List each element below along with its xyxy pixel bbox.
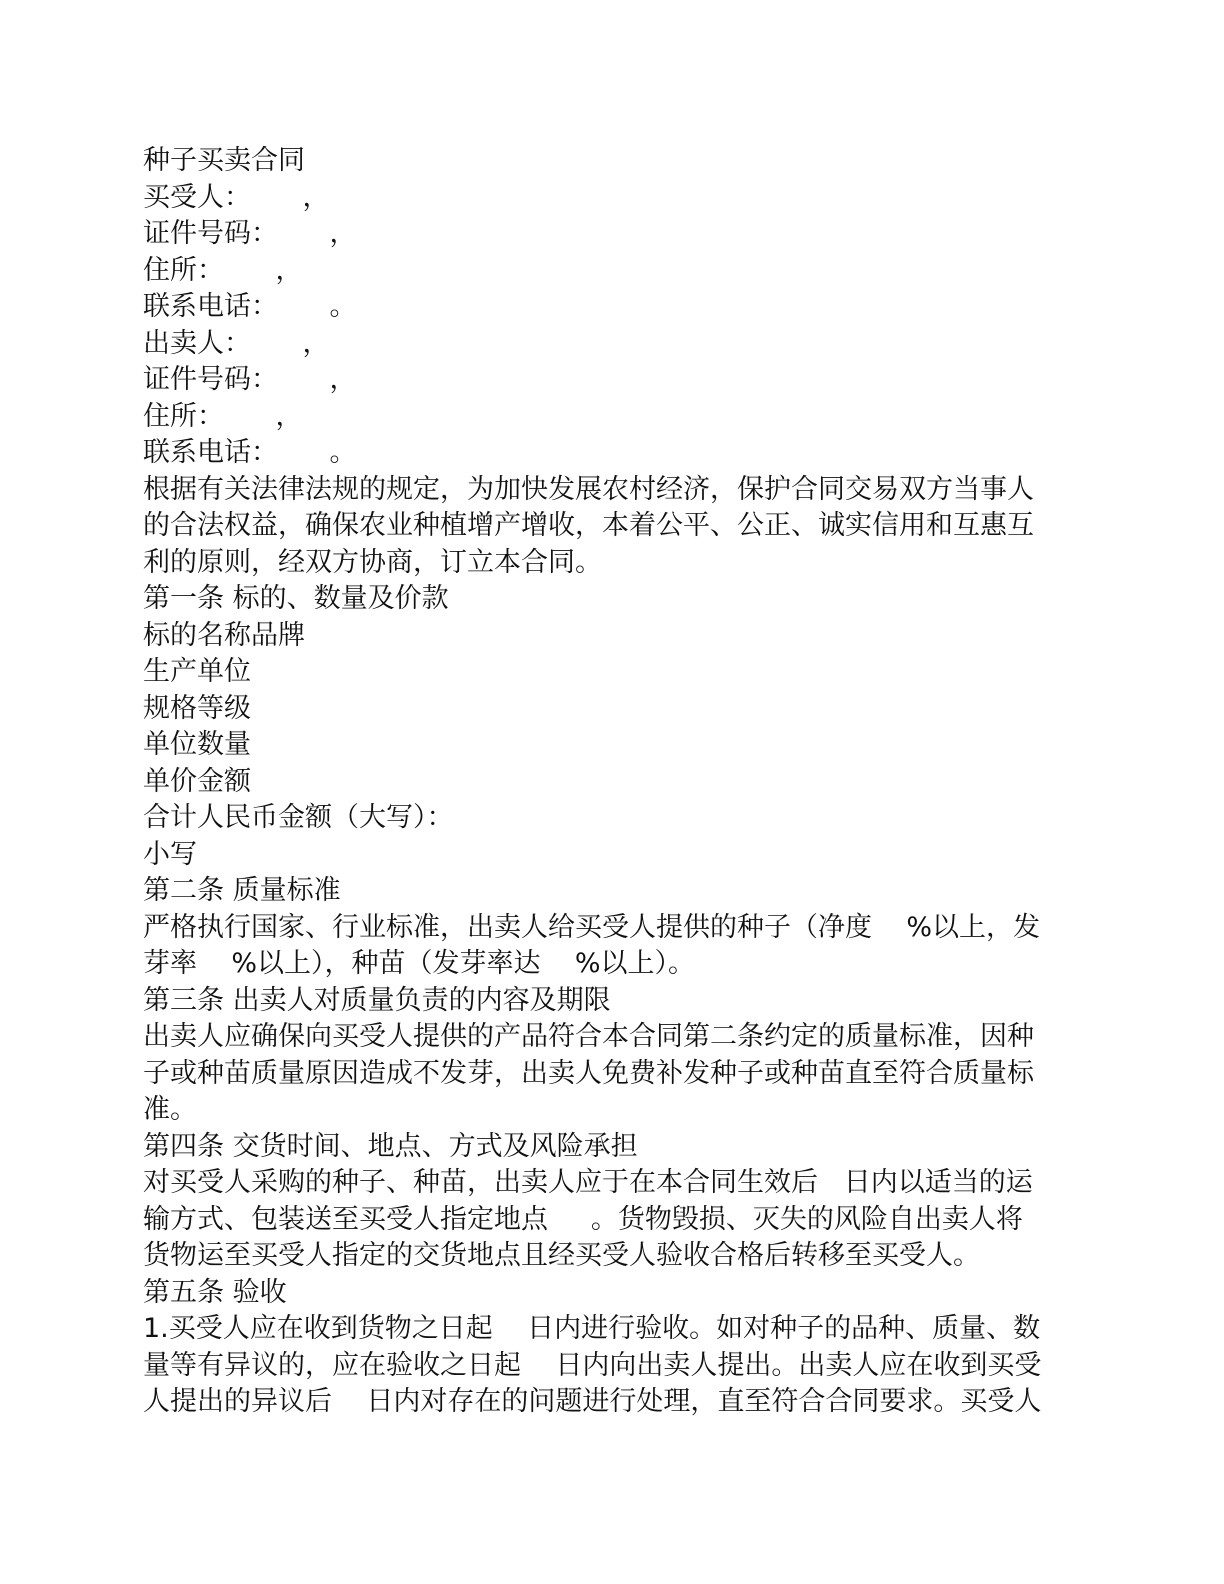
article-2-line: 严格执行国家、行业标准，出卖人给买受人提供的种子（净度 %以上，发 — [143, 911, 1040, 943]
preamble-line: 的合法权益，确保农业种植增产增收，本着公平、公正、诚实信用和互惠互 — [143, 510, 1034, 541]
seller-address-field: 住所： ， — [143, 400, 303, 432]
seller-name-field: 出卖人： ， — [143, 327, 330, 359]
preamble-line: 根据有关法律法规的规定，为加快发展农村经济，保护合同交易双方当事人 — [143, 473, 1034, 505]
buyer-name-field: 买受人： ， — [143, 181, 330, 213]
article-3-line: 准。 — [143, 1094, 197, 1125]
article-4-line: 输方式、包装送至买受人指定地点 。货物毁损、灭失的风险自出卖人将 — [143, 1203, 1023, 1235]
article-2-heading: 第二条 质量标准 — [143, 875, 341, 906]
document-title: 种子买卖合同 — [143, 145, 305, 176]
article-3-line: 子或种苗质量原因造成不发芽，出卖人免费补发种子或种苗直至符合质量标 — [143, 1057, 1034, 1089]
article-1-item: 生产单位 — [143, 656, 251, 687]
article-1-item: 单位数量 — [143, 729, 251, 760]
article-5-line: 人提出的异议后 日内对存在的问题进行处理，直至符合合同要求。买受人 — [143, 1386, 1042, 1417]
seller-phone-field: 联系电话： 。 — [143, 437, 357, 468]
buyer-id-field: 证件号码： ， — [143, 218, 357, 249]
article-3-heading: 第三条 出卖人对质量负责的内容及期限 — [143, 984, 611, 1016]
article-1-heading: 第一条 标的、数量及价款 — [143, 583, 449, 614]
article-5-line: 量等有异议的，应在验收之日起 日内向出卖人提出。出卖人应在收到买受 — [143, 1349, 1042, 1381]
article-4-line: 货物运至买受人指定的交货地点且经买受人验收合格后转移至买受人。 — [143, 1240, 980, 1271]
article-1-item: 规格等级 — [143, 692, 251, 724]
article-4-heading: 第四条 交货时间、地点、方式及风险承担 — [143, 1130, 638, 1162]
buyer-phone-field: 联系电话： 。 — [143, 291, 357, 322]
contract-page — [143, 143, 1073, 1421]
buyer-address-field: 住所： ， — [143, 254, 303, 286]
article-3-line: 出卖人应确保向买受人提供的产品符合本合同第二条约定的质量标准，因种 — [143, 1021, 1034, 1052]
article-5-line: 1.买受人应在收到货物之日起 日内进行验收。如对种子的品种、质量、数 — [143, 1313, 1041, 1344]
article-4-line: 对买受人采购的种子、种苗，出卖人应于在本合同生效后 日内以适当的运 — [143, 1167, 1033, 1198]
seller-id-field: 证件号码： ， — [143, 364, 357, 395]
article-1-item: 标的名称品牌 — [143, 619, 305, 651]
article-5-heading: 第五条 验收 — [143, 1276, 287, 1308]
article-1-item: 单价金额 — [143, 765, 251, 797]
preamble-line: 利的原则，经双方协商，订立本合同。 — [143, 546, 602, 578]
article-1-item: 合计人民币金额（大写）： — [143, 802, 454, 833]
article-2-line: 芽率 %以上），种苗（发芽率达 %以上）。 — [143, 948, 695, 979]
article-1-item: 小写 — [143, 838, 197, 870]
